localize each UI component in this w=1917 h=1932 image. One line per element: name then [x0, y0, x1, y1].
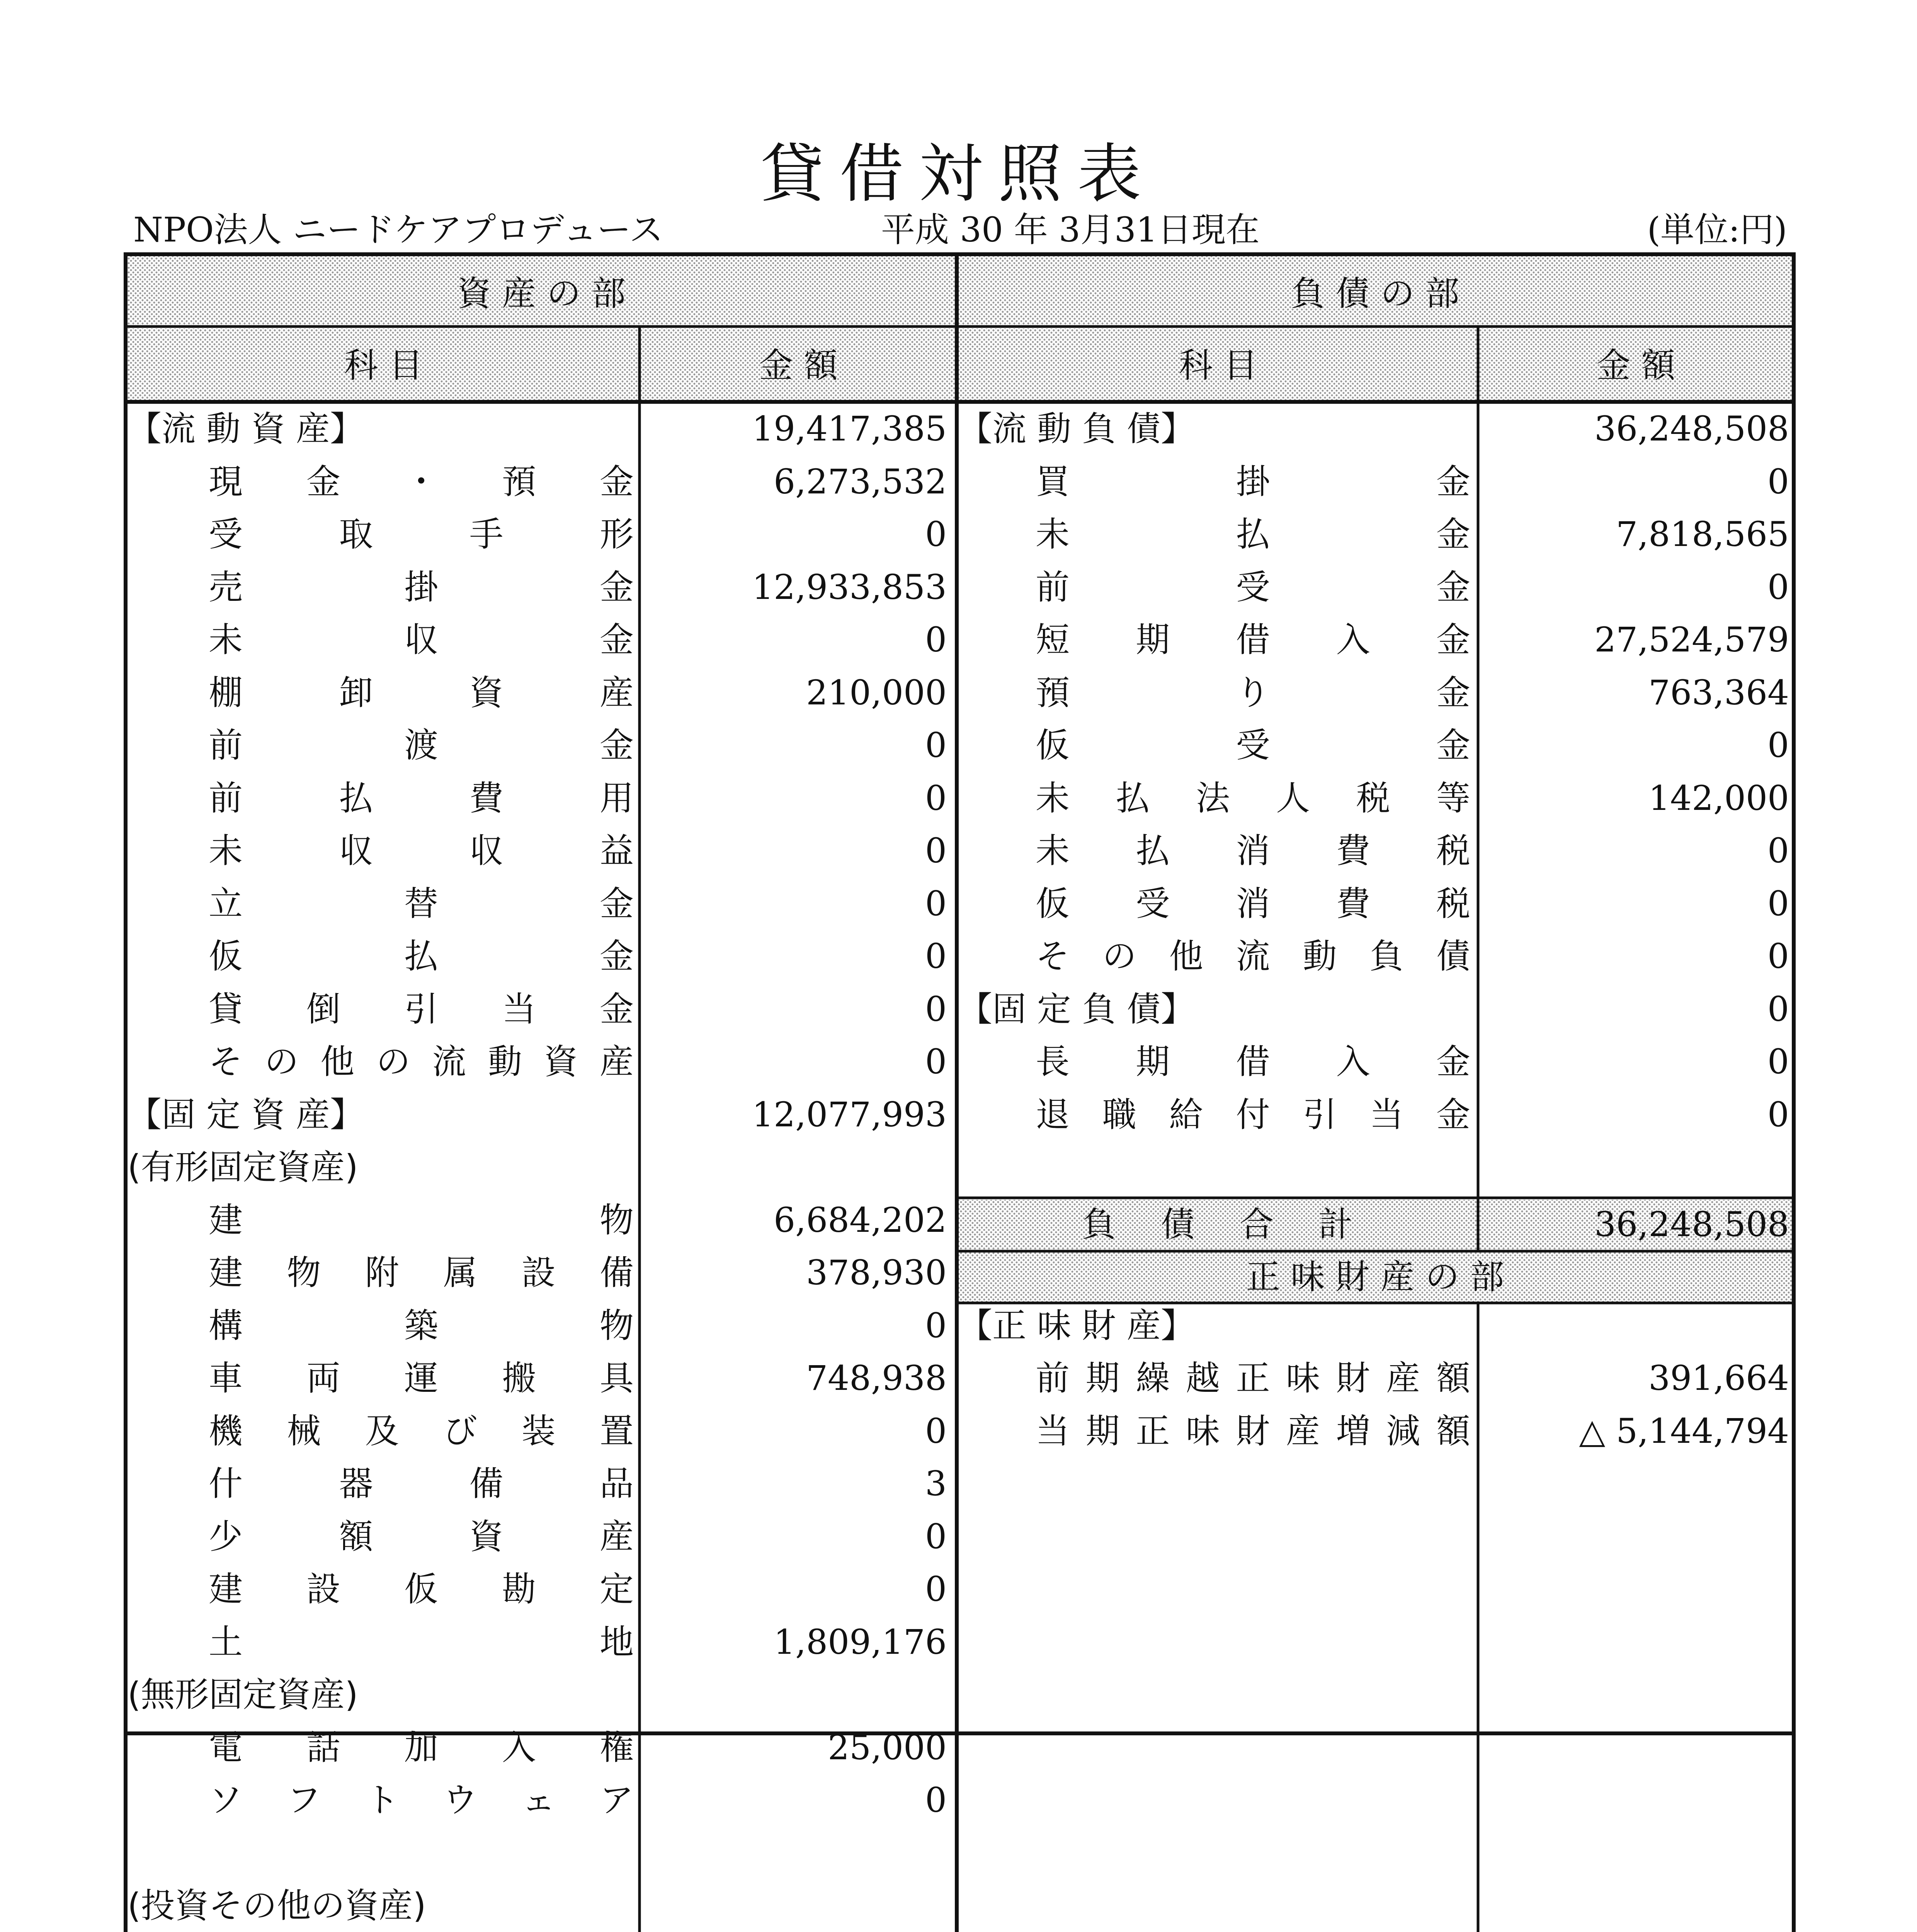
intangible-item-amount: 25,000 [828, 1728, 947, 1767]
liability-item-label: 買 掛 金 [1036, 462, 1470, 502]
asset-item-amount: 12,933,853 [752, 567, 947, 607]
liabilities-col-item-header: 科 目 [1179, 345, 1258, 385]
asset-item-amount: 0 [925, 778, 947, 818]
liability-item-amount: 0 [1767, 567, 1789, 607]
fixed-liability-item-label: 退 職 給 付 引 当 金 [1036, 1095, 1470, 1134]
liabilities-section-title: 負 債 の 部 [1291, 274, 1459, 313]
page-title: 貸借対照表 [760, 137, 1157, 211]
assets-fixed-total: 12,077,993 [752, 1095, 947, 1134]
net-asset-item-amount: △ 5,144,794 [1579, 1411, 1789, 1451]
liabilities-fixed-total: 0 [1767, 989, 1789, 1029]
unit-label: (単位:円) [1647, 210, 1787, 250]
liability-item-amount: 0 [1767, 884, 1789, 923]
fixed-liability-item-amount: 0 [1767, 1095, 1789, 1134]
intangible-item-label: 電 話 加 入 権 [209, 1728, 634, 1767]
net-asset-item-amount: 391,664 [1648, 1358, 1789, 1398]
liability-item-amount: 27,524,579 [1594, 620, 1789, 660]
assets-current-total: 19,417,385 [752, 409, 947, 449]
net-assets-label: 【正 味 財 産】 [958, 1306, 1195, 1345]
tangible-item-amount: 0 [925, 1517, 947, 1556]
tangible-item-label: 建 物 [209, 1200, 634, 1240]
asset-item-amount: 0 [925, 725, 947, 765]
tangible-item-label: 什 器 備 品 [209, 1464, 634, 1503]
asset-item-label: 受 取 手 形 [209, 514, 634, 554]
fixed-liability-item-label: 長 期 借 入 金 [1036, 1042, 1470, 1082]
tangible-item-amount: 0 [925, 1306, 947, 1345]
tangible-item-amount: 3 [925, 1464, 947, 1503]
asset-item-label: 貸 倒 引 当 金 [209, 989, 634, 1029]
investment-assets-label: (投資その他の資産) [128, 1886, 426, 1925]
asset-item-label: 未 収 収 益 [209, 831, 634, 871]
net-assets-section-title: 正 味 財 産 の 部 [1246, 1257, 1504, 1297]
asset-item-label: 前 渡 金 [209, 725, 634, 765]
liability-item-label: そ の 他 流 動 負 債 [1036, 936, 1470, 976]
asset-item-label: 未 収 金 [209, 620, 634, 660]
asset-item-amount: 0 [925, 936, 947, 976]
net-asset-item-label: 前 期 繰 越 正 味 財 産 額 [1036, 1358, 1470, 1398]
tangible-item-amount: 6,684,202 [774, 1200, 947, 1240]
assets-col-amount-header: 金 額 [759, 345, 838, 385]
liability-item-label: 未 払 金 [1036, 514, 1470, 554]
fixed-liability-item-amount: 0 [1767, 1042, 1789, 1082]
tangible-item-amount: 378,930 [806, 1253, 947, 1293]
intangible-item-amount: 0 [925, 1780, 947, 1820]
liability-item-amount: 0 [1767, 462, 1789, 502]
liability-item-label: 前 受 金 [1036, 567, 1470, 607]
liabilities-current-label: 【流 動 負 債】 [958, 409, 1195, 449]
tangible-item-label: 少 額 資 産 [209, 1517, 634, 1556]
intangible-item-label: ソ フ ト ウ ェ ア [209, 1780, 634, 1820]
liability-item-amount: 0 [1767, 725, 1789, 765]
asset-item-amount: 0 [925, 620, 947, 660]
assets-col-item-header: 科 目 [344, 345, 423, 385]
tangible-item-amount: 0 [925, 1411, 947, 1451]
asset-item-amount: 0 [925, 514, 947, 554]
liability-item-label: 仮 受 金 [1036, 725, 1470, 765]
asset-item-amount: 0 [925, 831, 947, 871]
asset-item-label: 立 替 金 [209, 884, 634, 923]
tangible-item-amount: 748,938 [806, 1358, 947, 1398]
tangible-item-amount: 0 [925, 1569, 947, 1609]
liabilities-current-total: 36,248,508 [1594, 409, 1789, 449]
asset-item-amount: 6,273,532 [774, 462, 947, 502]
liability-item-amount: 0 [1767, 831, 1789, 871]
asset-item-amount: 210,000 [806, 673, 947, 713]
liability-item-amount: 0 [1767, 936, 1789, 976]
asset-item-label: 棚 卸 資 産 [209, 673, 634, 713]
liability-item-amount: 7,818,565 [1616, 514, 1789, 554]
tangible-assets-label: (有形固定資産) [128, 1147, 358, 1187]
tangible-item-label: 構 築 物 [209, 1306, 634, 1345]
tangible-item-label: 建 設 仮 勘 定 [209, 1569, 634, 1609]
liability-item-label: 短 期 借 入 金 [1036, 620, 1470, 660]
assets-section-title: 資 産 の 部 [457, 274, 626, 313]
net-asset-item-label: 当 期 正 味 財 産 増 減 額 [1036, 1411, 1470, 1451]
liability-item-label: 未 払 法 人 税 等 [1036, 778, 1470, 818]
tangible-item-amount: 1,809,176 [774, 1622, 947, 1662]
assets-current-label: 【流 動 資 産】 [128, 409, 364, 449]
organization-name: NPO法人 ニードケアプロデュース [133, 210, 663, 250]
liability-item-label: 未 払 消 費 税 [1036, 831, 1470, 871]
asset-item-label: 仮 払 金 [209, 936, 634, 976]
liabilities-col-amount-header: 金 額 [1596, 345, 1675, 385]
liability-item-label: 仮 受 消 費 税 [1036, 884, 1470, 923]
assets-fixed-label: 【固 定 資 産】 [128, 1095, 364, 1134]
asset-item-amount: 0 [925, 989, 947, 1029]
asset-item-label: 前 払 費 用 [209, 778, 634, 818]
tangible-item-label: 車 両 運 搬 具 [209, 1358, 634, 1398]
liability-item-amount: 763,364 [1648, 673, 1789, 713]
tangible-item-label: 土 地 [209, 1622, 634, 1662]
liability-item-label: 預 り 金 [1036, 673, 1470, 713]
tangible-item-label: 機 械 及 び 装 置 [209, 1411, 634, 1451]
report-date: 平成 30 年 3月31日現在 [881, 210, 1260, 250]
asset-item-amount: 0 [925, 1042, 947, 1082]
liability-item-amount: 142,000 [1648, 778, 1789, 818]
asset-item-amount: 0 [925, 884, 947, 923]
asset-item-label: 現 金 ・ 預 金 [209, 462, 634, 502]
liabilities-fixed-label: 【固 定 負 債】 [958, 989, 1195, 1029]
tangible-item-label: 建 物 附 属 設 備 [209, 1253, 634, 1293]
intangible-assets-label: (無形固定資産) [128, 1675, 358, 1714]
asset-item-label: そ の 他 の 流 動 資 産 [209, 1042, 634, 1082]
asset-item-label: 売 掛 金 [209, 567, 634, 607]
liabilities-total-label: 負 債 合 計 [1082, 1204, 1352, 1244]
liabilities-total-amount: 36,248,508 [1594, 1204, 1789, 1244]
